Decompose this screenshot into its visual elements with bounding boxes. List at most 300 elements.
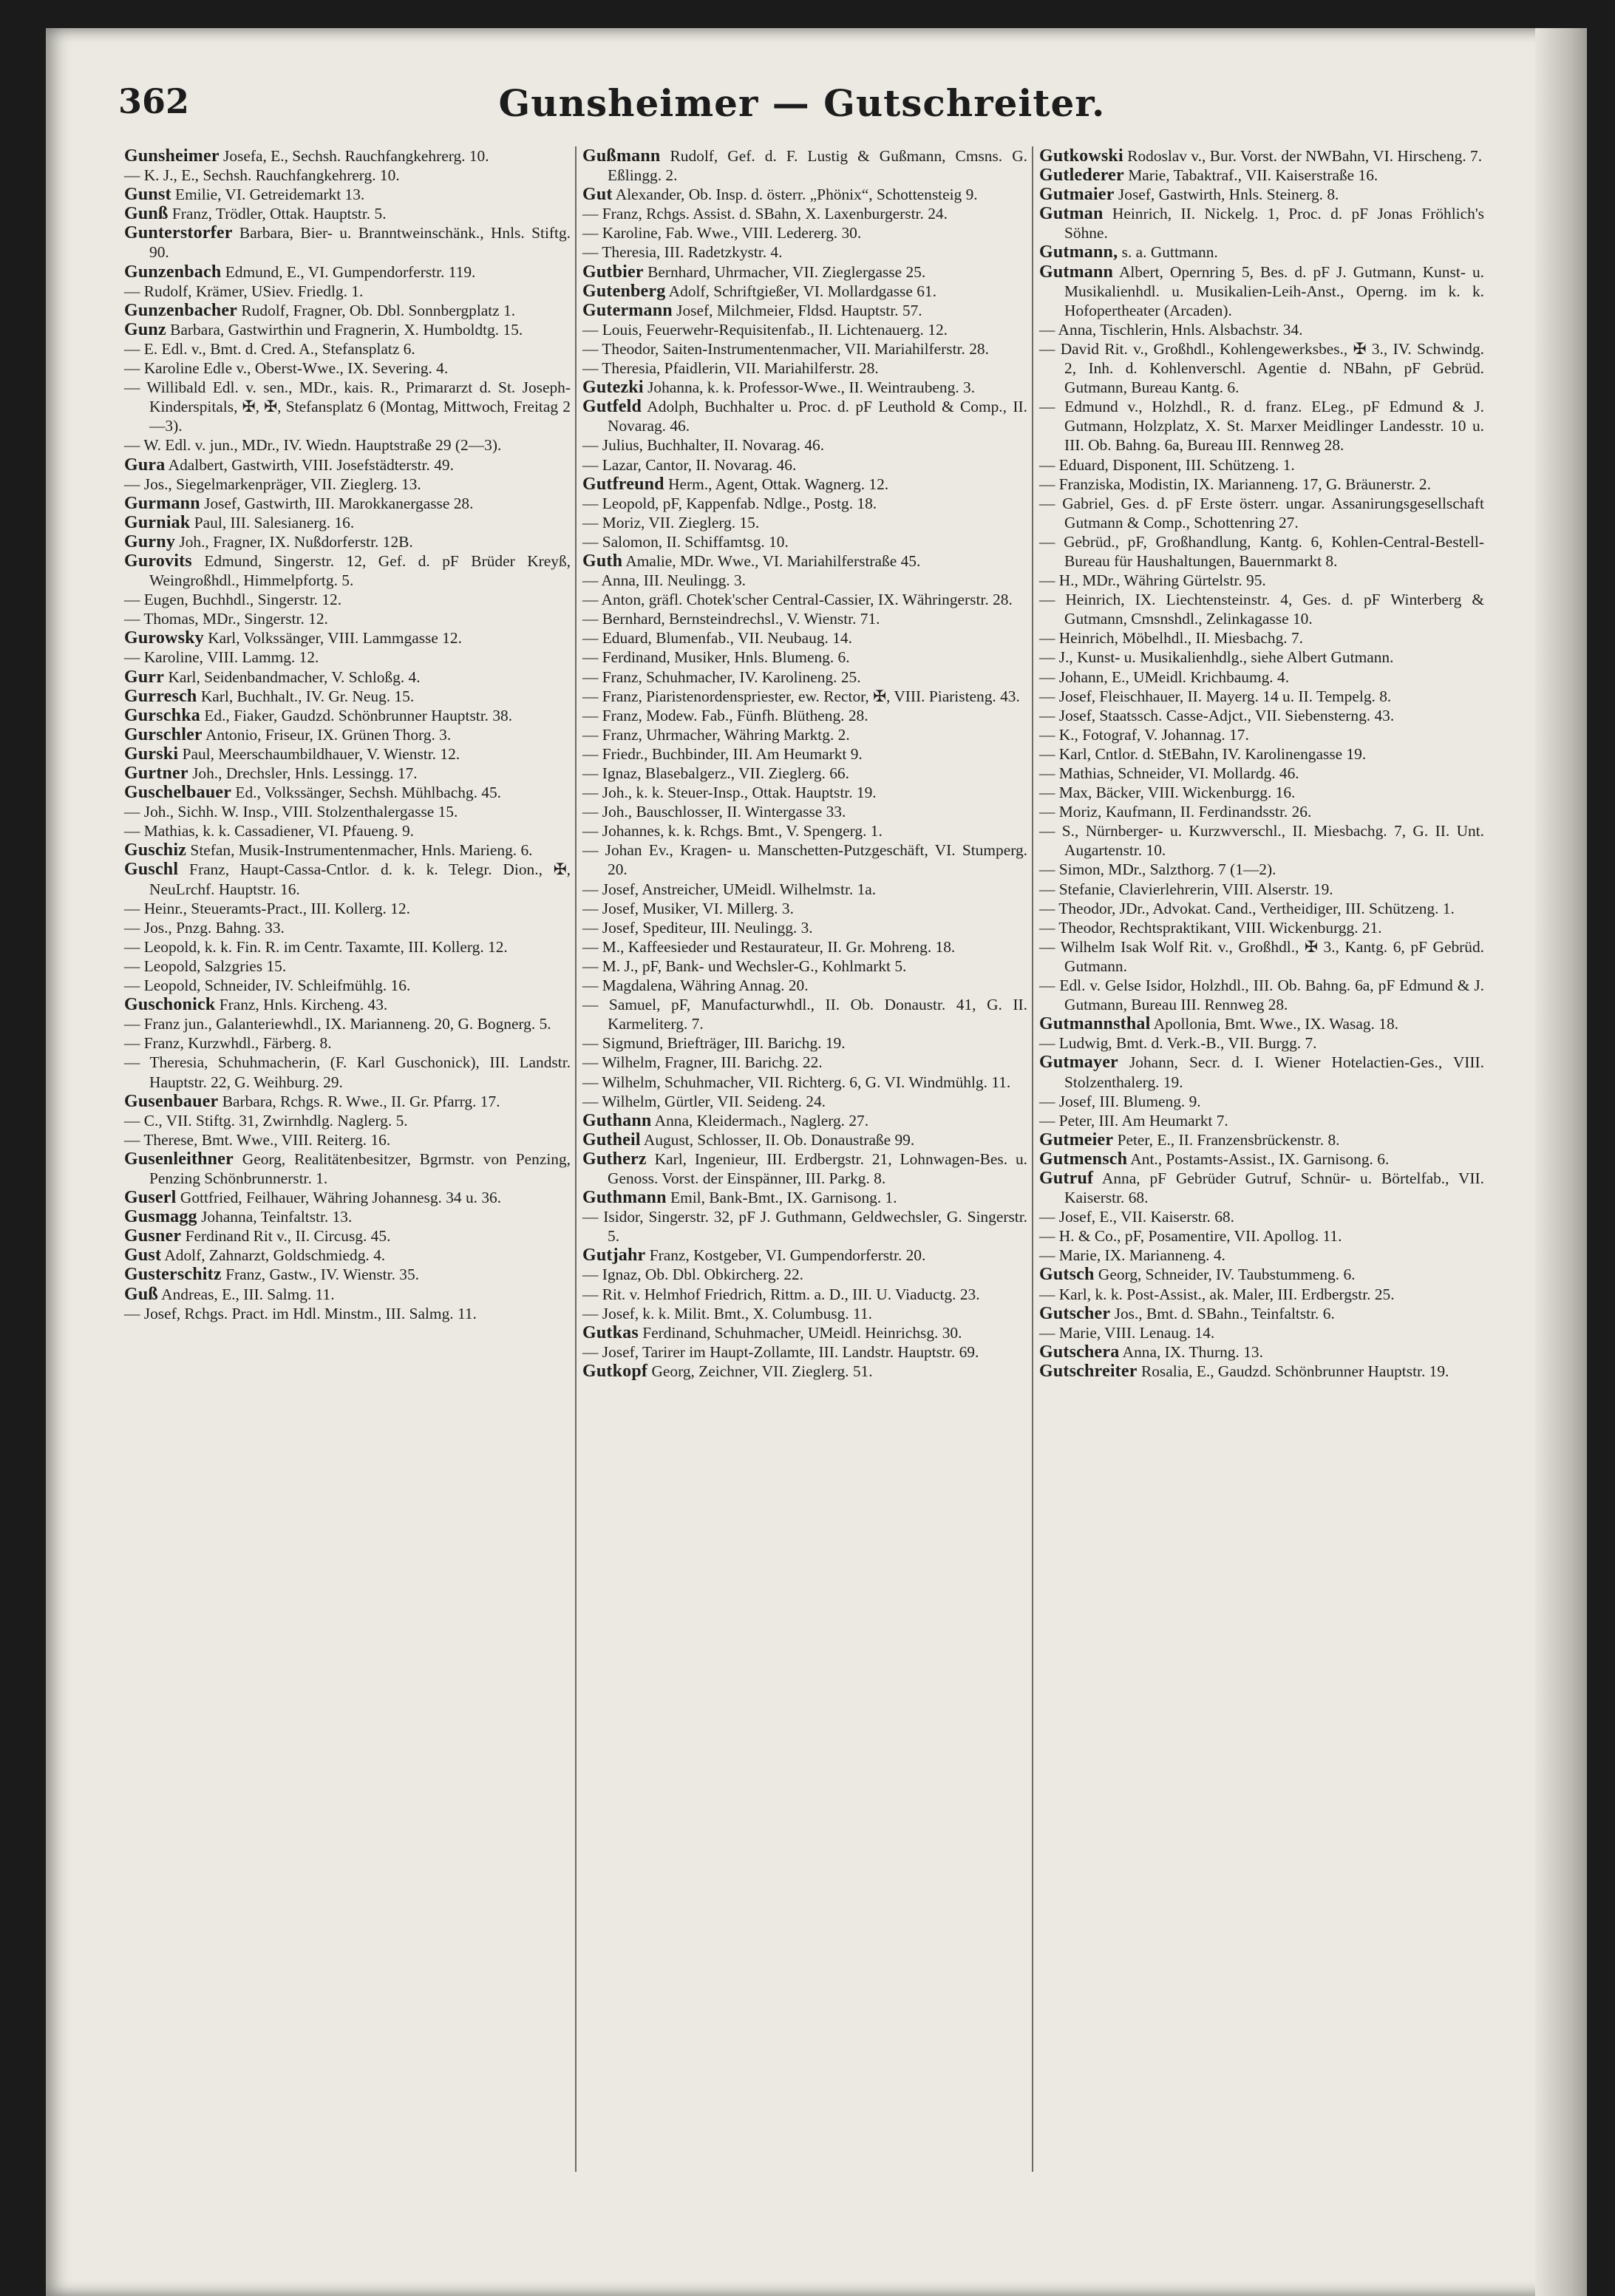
directory-entry [1039, 821, 1484, 860]
directory-entry [124, 223, 571, 262]
entry-details: Anna, IX. Thurng. 13. [1119, 1342, 1263, 1361]
directory-entry [582, 1033, 1027, 1053]
entry-details: Andreas, E., III. Salmg. 11. [157, 1285, 335, 1303]
entry-surname: Gurovits [124, 551, 192, 571]
directory-entry [582, 609, 1027, 628]
entry-details: — Moriz, VII. Zieglerg. 15. [582, 513, 760, 531]
directory-entry [582, 282, 1027, 301]
entry-details: — Simon, MDr., Salzthorg. 7 (1—2). [1039, 860, 1276, 879]
directory-entry [1039, 262, 1484, 320]
entry-surname: Gunß [124, 204, 169, 224]
directory-entry [124, 957, 571, 976]
entry-details: Antonio, Friseur, IX. Grünen Thorg. 3. [202, 725, 452, 744]
directory-entry [1039, 880, 1484, 899]
directory-entry [1039, 744, 1484, 764]
entry-details: August, Schlosser, II. Ob. Donaustraße 99. [640, 1130, 915, 1149]
directory-entry [1039, 1246, 1484, 1265]
directory-entry [1039, 918, 1484, 937]
entry-details: Anna, pF Gebrüder Gutruf, Schnür- u. Börtelfab., VII. Kaiserstr. 68. [1064, 1169, 1484, 1207]
directory-entry [124, 146, 571, 166]
entry-details: Amalie, MDr. Wwe., VI. Mariahilferstraße 45. [622, 551, 921, 570]
entry-details: — Magdalena, Währing Annag. 20. [582, 977, 809, 995]
entry-details: Franz, Gastw., IV. Wienstr. 35. [221, 1266, 420, 1284]
directory-entry [1039, 668, 1484, 687]
entry-details: — Rit. v. Helmhof Friedrich, Rittm. a. D., III. U. Viaductg. 23. [582, 1285, 980, 1303]
entry-details: Karl, Volkssänger, VIII. Lammgasse 12. [203, 629, 462, 648]
entry-details: — Ignaz, Blasebalgerz., VII. Zieglerg. 66. [582, 764, 849, 782]
directory-entry [124, 590, 571, 609]
directory-entry [124, 475, 571, 494]
directory-entry [582, 1342, 1027, 1362]
directory-entry [124, 840, 571, 860]
page-number: 362 [118, 81, 190, 121]
entry-details: Albert, Opernring 5, Bes. d. pF J. Gutmann, Kunst- u. Musikalienhdl. u. Musikalien-Leih-Anst., Operng. im k. k. Hofopertheater (Arcaden). [1064, 262, 1484, 319]
entry-details: — Anton, gräfl. Chotek'scher Central-Cassier, IX. Währingerstr. 28. [582, 591, 1013, 609]
entry-details: Emil, Bank-Bmt., IX. Garnisong. 1. [666, 1189, 897, 1207]
entry-surname: Gunz [124, 319, 166, 339]
entry-details: — Leopold, Schneider, IV. Schleifmühlg. 16. [124, 977, 411, 995]
directory-entry [1039, 475, 1484, 494]
directory-entry [124, 860, 571, 898]
directory-entry [124, 609, 571, 628]
entry-details: — Heinrich, IX. Liechtensteinstr. 4, Ges. d. pF Winterberg & Gutmann, Cmsnshdl., Zelinkagasse 10. [1039, 591, 1484, 628]
directory-entry [124, 1092, 571, 1111]
entry-details: — Josef, Anstreicher, UMeidl. Wilhelmstr. 1a. [582, 880, 877, 898]
entry-details: — Joh., Bauschlosser, II. Wintergasse 33. [582, 803, 846, 821]
directory-entry [1039, 899, 1484, 918]
entry-surname: Guthmann [582, 1188, 667, 1208]
directory-entry [582, 590, 1027, 609]
entry-surname: Gurr [124, 667, 165, 687]
directory-entry [124, 166, 571, 185]
directory-entry [582, 918, 1027, 937]
entry-surname: Gutenberg [582, 281, 666, 301]
entry-details: — Lazar, Cantor, II. Novarag. 46. [582, 455, 797, 474]
entry-details: Barbara, Rchgs. R. Wwe., II. Gr. Pfarrg. 17. [218, 1092, 500, 1110]
column-right [1032, 146, 1489, 2172]
entry-details: — Max, Bäcker, VIII. Wickenburgg. 16. [1039, 784, 1296, 802]
directory-entry [124, 725, 571, 744]
entry-details: — Heinrich, Möbelhdl., II. Miesbachg. 7. [1039, 629, 1304, 648]
directory-entry [124, 1246, 571, 1265]
entry-details: — Anna, III. Neulingg. 3. [582, 571, 746, 590]
entry-surname: Gutmannsthal [1039, 1014, 1151, 1034]
entry-surname: Gutmaier [1039, 185, 1115, 205]
running-title: Gunsheimer — Gutschreiter. [498, 81, 1106, 125]
directory-entry [1039, 455, 1484, 475]
directory-entry [1039, 1323, 1484, 1342]
entry-surname: Gutruf [1039, 1168, 1094, 1188]
directory-entry [124, 821, 571, 840]
entry-surname: Gurowsky [124, 628, 204, 648]
entry-details: — M., Kaffeesieder und Restaurateur, II. Gr. Mohreng. 18. [582, 937, 956, 956]
entry-details: Joh., Fragner, IX. Nußdorferstr. 12B. [175, 532, 413, 551]
entry-surname: Gutheil [582, 1130, 641, 1149]
entry-surname: Gurmann [124, 493, 200, 513]
entry-details: — Ludwig, Bmt. d. Verk.-B., VII. Burgg. 7. [1039, 1034, 1317, 1053]
entry-details: Joh., Drechsler, Hnls. Lessingg. 17. [188, 764, 418, 782]
entry-details: — Josef, Tarirer im Haupt-Zollamte, III. Landstr. Hauptstr. 69. [582, 1342, 979, 1361]
directory-entry [582, 262, 1027, 282]
entry-details: — Johann, E., UMeidl. Krichbaumg. 4. [1039, 668, 1290, 686]
entry-surname: Gurschler [124, 724, 203, 744]
directory-entry [1039, 1207, 1484, 1226]
entry-details: — Jos., Siegelmarkenpräger, VII. Zieglerg. 13. [124, 475, 421, 493]
entry-surname: Gusmagg [124, 1207, 197, 1227]
directory-entry [1039, 1304, 1484, 1323]
directory-entry [124, 282, 571, 301]
directory-entry [124, 668, 571, 687]
entry-details: — Josef, III. Blumeng. 9. [1039, 1092, 1201, 1110]
directory-entry [124, 435, 571, 455]
directory-entry [124, 1207, 571, 1226]
directory-entry [582, 378, 1027, 397]
entry-surname: Gußmann [582, 146, 661, 166]
entry-surname: Gutermann [582, 300, 673, 320]
directory-entry [1039, 976, 1484, 1014]
entry-details: Alexander, Ob. Insp. d. österr. „Phönix“, Schottensteig 9. [612, 186, 978, 204]
entry-details: — Heinr., Steueramts-Pract., III. Kollerg. 12. [124, 899, 410, 917]
entry-details: — Wilhelm, Gürtler, VII. Seideng. 24. [582, 1092, 826, 1110]
entry-details: — Gabriel, Ges. d. pF Erste österr. ungar. Assanirungsgesellschaft Gutmann & Comp., Schottenring 27. [1039, 494, 1484, 531]
directory-entry [582, 687, 1027, 706]
entry-details: Franz, Kostgeber, VI. Gumpendorferstr. 20. [645, 1246, 926, 1265]
entry-details: — Franz, Uhrmacher, Währing Marktg. 2. [582, 725, 850, 744]
entry-details: Stefan, Musik-Instrumentenmacher, Hnls. Marieng. 6. [186, 841, 533, 860]
directory-entry [582, 1092, 1027, 1111]
directory-entry [582, 185, 1027, 204]
entry-details: s. a. Guttmann. [1118, 243, 1218, 262]
directory-entry [582, 494, 1027, 513]
directory-entry [1039, 1362, 1484, 1381]
entry-surname: Gurski [124, 744, 179, 764]
entry-details: Rudolf, Gef. d. F. Lustig & Gußmann, Cmsns. G. Eßlingg. 2. [608, 147, 1027, 185]
entry-surname: Gutkowski [1039, 146, 1123, 166]
directory-entry [124, 1285, 571, 1304]
entry-details: — H. & Co., pF, Posamentire, VII. Apollog. 11. [1039, 1227, 1342, 1246]
entry-surname: Gurschka [124, 705, 200, 725]
directory-entry [582, 1304, 1027, 1323]
entry-surname: Gutman [1039, 204, 1104, 224]
entry-surname: Gusner [124, 1226, 182, 1246]
entry-surname: Guschiz [124, 840, 187, 860]
directory-entry [124, 1111, 571, 1130]
directory-entry [1039, 1053, 1484, 1091]
entry-details: — Theodor, Rechtspraktikant, VIII. Wickenburgg. 21. [1039, 918, 1382, 937]
directory-entry [582, 1246, 1027, 1265]
directory-entry [124, 1033, 571, 1053]
directory-entry [582, 435, 1027, 455]
entry-surname: Gusenbauer [124, 1091, 219, 1111]
directory-entry [124, 301, 571, 320]
entry-details: — Peter, III. Am Heumarkt 7. [1039, 1111, 1228, 1130]
entry-surname: Guschelbauer [124, 783, 232, 803]
entry-details: Johanna, k. k. Professor-Wwe., II. Weintraubeng. 3. [643, 378, 976, 397]
entry-details: Heinrich, II. Nickelg. 1, Proc. d. pF Jonas Fröhlich's Söhne. [1064, 205, 1484, 242]
entry-surname: Guschonick [124, 995, 216, 1015]
directory-entry [582, 648, 1027, 667]
directory-entry [582, 455, 1027, 475]
entry-details: Paul, Meerschaumbildhauer, V. Wienstr. 12. [178, 744, 460, 763]
directory-entry [124, 899, 571, 918]
entry-details: — Leopold, pF, Kappenfab. Ndlge., Postg. 18. [582, 494, 877, 512]
entry-details: — Stefanie, Clavierlehrerin, VIII. Alserstr. 19. [1039, 880, 1333, 898]
directory-entry [582, 1073, 1027, 1092]
directory-entry [124, 976, 571, 995]
entry-surname: Gunzenbach [124, 262, 222, 282]
entry-details: — Franz, Kurzwhdl., Färberg. 8. [124, 1034, 332, 1053]
directory-entry [582, 146, 1027, 185]
directory-entry [124, 918, 571, 937]
entry-details: — K. J., E., Sechsh. Rauchfangkehrerg. 10. [124, 166, 400, 185]
directory-entry [582, 1111, 1027, 1130]
entry-details: — Isidor, Singerstr. 32, pF J. Guthmann, Geldwechsler, G. Singerstr. 5. [582, 1208, 1027, 1246]
directory-entry [1039, 1130, 1484, 1149]
directory-entry [1039, 860, 1484, 879]
directory-entry [124, 1265, 571, 1284]
entry-details: Rudolf, Fragner, Ob. Dbl. Sonnbergplatz 1. [237, 301, 516, 319]
directory-entry [582, 242, 1027, 262]
directory-entry [1039, 1285, 1484, 1304]
directory-entry [124, 551, 571, 590]
entry-details: Jos., Bmt. d. SBahn., Teinfaltstr. 6. [1110, 1304, 1335, 1322]
entry-surname: Gutjahr [582, 1246, 646, 1266]
entry-surname: Guthann [582, 1110, 652, 1130]
entry-surname: Gutlederer [1039, 166, 1124, 186]
directory-entry [124, 262, 571, 282]
directory-entry [124, 339, 571, 359]
directory-entry [1039, 185, 1484, 204]
directory-entry [124, 802, 571, 821]
directory-entry [124, 783, 571, 802]
directory-entry [1039, 1111, 1484, 1130]
directory-entry [582, 976, 1027, 995]
directory-entry [124, 1130, 571, 1149]
directory-entry [582, 821, 1027, 840]
directory-entry [1039, 1092, 1484, 1111]
entry-details: — Sigmund, Briefträger, III. Barichg. 19. [582, 1034, 846, 1053]
directory-entry [582, 706, 1027, 725]
entry-details: Ferdinand Rit v., II. Circusg. 45. [181, 1227, 391, 1246]
directory-entry [124, 706, 571, 725]
directory-entry [582, 764, 1027, 783]
directory-entry [1039, 706, 1484, 725]
entry-details: — Mathias, k. k. Cassadiener, VI. Pfaueng. 9. [124, 822, 415, 840]
entry-details: — Ferdinand, Musiker, Hnls. Blumeng. 6. [582, 648, 850, 667]
entry-details: Karl, Ingenieur, III. Erdbergstr. 21, Lohnwagen-Bes. u. Genoss. Vorst. der Einspänner, III. Parkg. 8. [608, 1149, 1027, 1187]
entry-details: — Theodor, Saiten-Instrumentenmacher, VII. Mariahilferstr. 28. [582, 339, 989, 358]
entry-surname: Gutmayer [1039, 1053, 1118, 1073]
entry-details: — Josef, Staatssch. Casse-Adjct., VII. Siebensterng. 43. [1039, 706, 1395, 724]
directory-entry [582, 880, 1027, 899]
directory-entry [1039, 494, 1484, 532]
entry-details: Karl, Buchhalt., IV. Gr. Neug. 15. [197, 687, 415, 705]
directory-entry [1039, 764, 1484, 783]
entry-details: — Franz, Schuhmacher, IV. Karolineng. 25. [582, 668, 861, 686]
directory-entry [582, 1285, 1027, 1304]
entry-details: Marie, Tabaktraf., VII. Kaiserstraße 16. [1123, 166, 1378, 185]
directory-entry [1039, 242, 1484, 262]
entry-details: — S., Nürnberger- u. Kurzwverschl., II. Miesbachg. 7, G. II. Unt. Augartenstr. 10. [1039, 822, 1484, 860]
directory-entry [124, 1053, 571, 1091]
directory-entry [582, 204, 1027, 223]
entry-details: Franz, Trödler, Ottak. Hauptstr. 5. [168, 205, 387, 223]
directory-entry [582, 532, 1027, 551]
directory-entry [582, 1188, 1027, 1207]
directory-entry [582, 571, 1027, 590]
entry-surname: Gura [124, 455, 166, 475]
directory-entry [1039, 937, 1484, 976]
entry-surname: Gutscher [1039, 1303, 1111, 1323]
entry-details: — Franz, Piaristenordenspriester, ew. Rector, ✠, VIII. Piaristeng. 43. [582, 687, 1020, 705]
directory-entry [582, 744, 1027, 764]
entry-details: — Theresia, Schuhmacherin, (F. Karl Guschonick), III. Landstr. Hauptstr. 22, G. Weihburg. 29. [124, 1053, 571, 1091]
entry-details: Edmund, E., VI. Gumpendorferstr. 119. [221, 262, 476, 281]
entry-details: Barbara, Gastwirthin und Fragnerin, X. Humboldtg. 15. [166, 320, 523, 339]
entry-details: — David Rit. v., Großhdl., Kohlengewerksbes., ✠ 3., IV. Schwindg. 2, Inh. d. Kohlenverschl. Agentie d. NBahn, pF Gebrüd. Gutmann, Bureau Kantg. 6. [1039, 339, 1484, 397]
entry-surname: Gust [124, 1246, 162, 1266]
entry-details: — J., Kunst- u. Musikalienhdlg., siehe Albert Gutmann. [1039, 648, 1394, 667]
directory-entry [582, 1130, 1027, 1149]
entry-details: — Wilhelm, Schuhmacher, VII. Richterg. 6, G. VI. Windmühlg. 11. [582, 1073, 1011, 1091]
directory-entry [124, 359, 571, 378]
entry-details: Adolf, Schriftgießer, VI. Mollardgasse 61. [665, 282, 936, 300]
entry-details: — Willibald Edl. v. sen., MDr., kais. R., Primararzt d. St. Joseph-Kinderspitals, ✠, ✠, Stefansplatz 6 (Montag, Mittwoch, Freitag 2—3). [124, 378, 571, 435]
page-header [118, 81, 1486, 140]
entry-details: — Leopold, k. k. Fin. R. im Centr. Taxamte, III. Kollerg. 12. [124, 937, 508, 956]
directory-entry [1039, 1226, 1484, 1246]
entry-details: — Moriz, Kaufmann, II. Ferdinandsstr. 26. [1039, 803, 1312, 821]
directory-entry [124, 1188, 571, 1207]
directory-entry [582, 1323, 1027, 1342]
entry-surname: Guth [582, 551, 623, 571]
entry-details: — W. Edl. v. jun., MDr., IV. Wiedn. Hauptstraße 29 (2—3). [124, 436, 502, 455]
entry-surname: Gusenleithner [124, 1149, 234, 1169]
entry-details: — Samuel, pF, Manufacturwhdl., II. Ob. Donaustr. 41, G. II. Karmeliterg. 7. [582, 996, 1027, 1033]
entry-details: Josef, Gastwirth, III. Marokkanergasse 28. [200, 494, 474, 512]
entry-surname: Gutsch [1039, 1265, 1095, 1285]
entry-details: — Leopold, Salzgries 15. [124, 957, 287, 975]
entry-surname: Gunzenbacher [124, 300, 238, 320]
directory-entry [582, 339, 1027, 359]
entry-surname: Gusterschitz [124, 1265, 222, 1285]
directory-entry [1039, 725, 1484, 744]
directory-entry [1039, 146, 1484, 166]
directory-entry [1039, 339, 1484, 397]
entry-surname: Gut [582, 185, 613, 205]
directory-entry [582, 783, 1027, 802]
entry-details: Karl, Seidenbandmacher, V. Schloßg. 4. [164, 668, 421, 686]
directory-entry [582, 1149, 1027, 1188]
entry-details: — Johannes, k. k. Rchgs. Bmt., V. Spengerg. 1. [582, 822, 883, 840]
directory-entry [1039, 628, 1484, 648]
entry-surname: Gutmensch [1039, 1149, 1128, 1169]
entry-details: — Karl, Cntlor. d. StEBahn, IV. Karolinengasse 19. [1039, 744, 1367, 763]
entry-details: — Marie, VIII. Lenaug. 14. [1039, 1323, 1215, 1342]
entry-surname: Gutschera [1039, 1342, 1120, 1362]
entry-details: — Salomon, II. Schiffamtsg. 10. [582, 532, 789, 551]
entry-details: — Bernhard, Bernsteindrechsl., V. Wienstr. 71. [582, 610, 880, 628]
directory-entry [582, 1053, 1027, 1072]
entry-details: — Franz, Rchgs. Assist. d. SBahn, X. Laxenburgerstr. 24. [582, 205, 948, 223]
entry-details: — Therese, Bmt. Wwe., VIII. Reiterg. 16. [124, 1130, 391, 1149]
entry-details: — K., Fotograf, V. Johannag. 17. [1039, 725, 1249, 744]
entry-details: — Edl. v. Gelse Isidor, Holzhdl., III. Ob. Bahng. 6a, pF Edmund & J. Gutmann, Bureau III. Rennweg 28. [1039, 977, 1484, 1014]
entry-details: Edmund, Singerstr. 12, Gef. d. pF Brüder Kreyß, Weingroßhdl., Himmelpfortg. 5. [149, 551, 571, 590]
directory-entry [124, 513, 571, 532]
entry-details: Ed., Fiaker, Gaudzd. Schönbrunner Hauptstr. 38. [200, 706, 513, 724]
entry-surname: Gutschreiter [1039, 1361, 1138, 1381]
directory-entry [1039, 397, 1484, 455]
entry-details: Emilie, VI. Getreidemarkt 13. [171, 186, 365, 204]
entry-details: — Rudolf, Krämer, USiev. Friedlg. 1. [124, 282, 364, 300]
entry-surname: Gurny [124, 531, 176, 551]
directory-entry [582, 899, 1027, 918]
directory-entry [1039, 320, 1484, 339]
entry-details: Paul, III. Salesianerg. 16. [190, 513, 355, 531]
entry-details: Adolf, Zahnarzt, Goldschmiedg. 4. [161, 1246, 386, 1265]
directory-entry [582, 628, 1027, 648]
entry-surname: Gutherz [582, 1149, 647, 1169]
directory-entry [1039, 1149, 1484, 1169]
directory-entry [582, 513, 1027, 532]
directory-entry [124, 764, 571, 783]
directory-entry [582, 359, 1027, 378]
entry-details: — Mathias, Schneider, VI. Mollardg. 46. [1039, 764, 1299, 782]
directory-entry [1039, 1342, 1484, 1362]
entry-details: — Eugen, Buchhdl., Singerstr. 12. [124, 591, 342, 609]
entry-details: Rosalia, E., Gaudzd. Schönbrunner Hauptstr. 19. [1137, 1362, 1449, 1380]
directory-entry [124, 937, 571, 957]
directory-columns [118, 146, 1489, 2172]
directory-entry [582, 668, 1027, 687]
directory-entry [582, 1362, 1027, 1381]
directory-entry [1039, 166, 1484, 185]
directory-entry [124, 185, 571, 204]
directory-entry [582, 1265, 1027, 1284]
entry-surname: Gurresch [124, 686, 197, 706]
entry-details: Josef, Gastwirth, Hnls. Steinerg. 8. [1114, 186, 1339, 204]
entry-details: Ed., Volkssänger, Sechsh. Mühlbachg. 45. [231, 784, 502, 802]
directory-entry [1039, 1265, 1484, 1284]
entry-surname: Gurtner [124, 764, 188, 783]
directory-entry [1039, 590, 1484, 628]
directory-entry [582, 301, 1027, 320]
entry-details: — Edmund v., Holzhdl., R. d. franz. ELeg., pF Edmund & J. Gutmann, Holzplatz, X. St. Marxer Meidlinger Landesstr. 10 u. III. Ob. Bahng. 6a, Bureau III. Rennweg 28. [1039, 398, 1484, 455]
directory-entry [582, 1207, 1027, 1246]
entry-details: — Julius, Buchhalter, II. Novarag. 46. [582, 436, 825, 455]
entry-details: Franz, Haupt-Cassa-Cntlor. d. k. k. Telegr. Dion., ✠, NeuLrchf. Hauptstr. 16. [149, 860, 571, 898]
entry-details: — Ignaz, Ob. Dbl. Obkircherg. 22. [582, 1266, 804, 1284]
entry-details: — Karoline, Fab. Wwe., VIII. Ledererg. 30. [582, 224, 862, 242]
entry-details: Ant., Postamts-Assist., IX. Garnisong. 6. [1127, 1149, 1390, 1168]
entry-details: — C., VII. Stiftg. 31, Zwirnhdlg. Naglerg. 5. [124, 1111, 408, 1130]
entry-surname: Gurniak [124, 512, 191, 532]
directory-entry [124, 648, 571, 667]
entry-details: — Josef, E., VII. Kaiserstr. 68. [1039, 1208, 1234, 1226]
entry-details: — Eduard, Blumenfab., VII. Neubaug. 14. [582, 629, 852, 648]
entry-surname: Gutmeier [1039, 1130, 1114, 1149]
entry-details: — Wilhelm Isak Wolf Rit. v., Großhdl., ✠ 3., Kantg. 6, pF Gebrüd. Gutmann. [1039, 937, 1484, 975]
entry-surname: Gutfeld [582, 397, 642, 417]
entry-details: — Thomas, MDr., Singerstr. 12. [124, 610, 328, 628]
entry-surname: Gutmann [1039, 262, 1114, 282]
entry-details: Franz, Hnls. Kircheng. 43. [215, 996, 388, 1014]
entry-details: Apollonia, Bmt. Wwe., IX. Wasag. 18. [1150, 1015, 1398, 1033]
entry-details: Adalbert, Gastwirth, VIII. Josefstädterstr. 49. [165, 455, 454, 474]
directory-entry [582, 475, 1027, 494]
directory-entry [582, 957, 1027, 976]
